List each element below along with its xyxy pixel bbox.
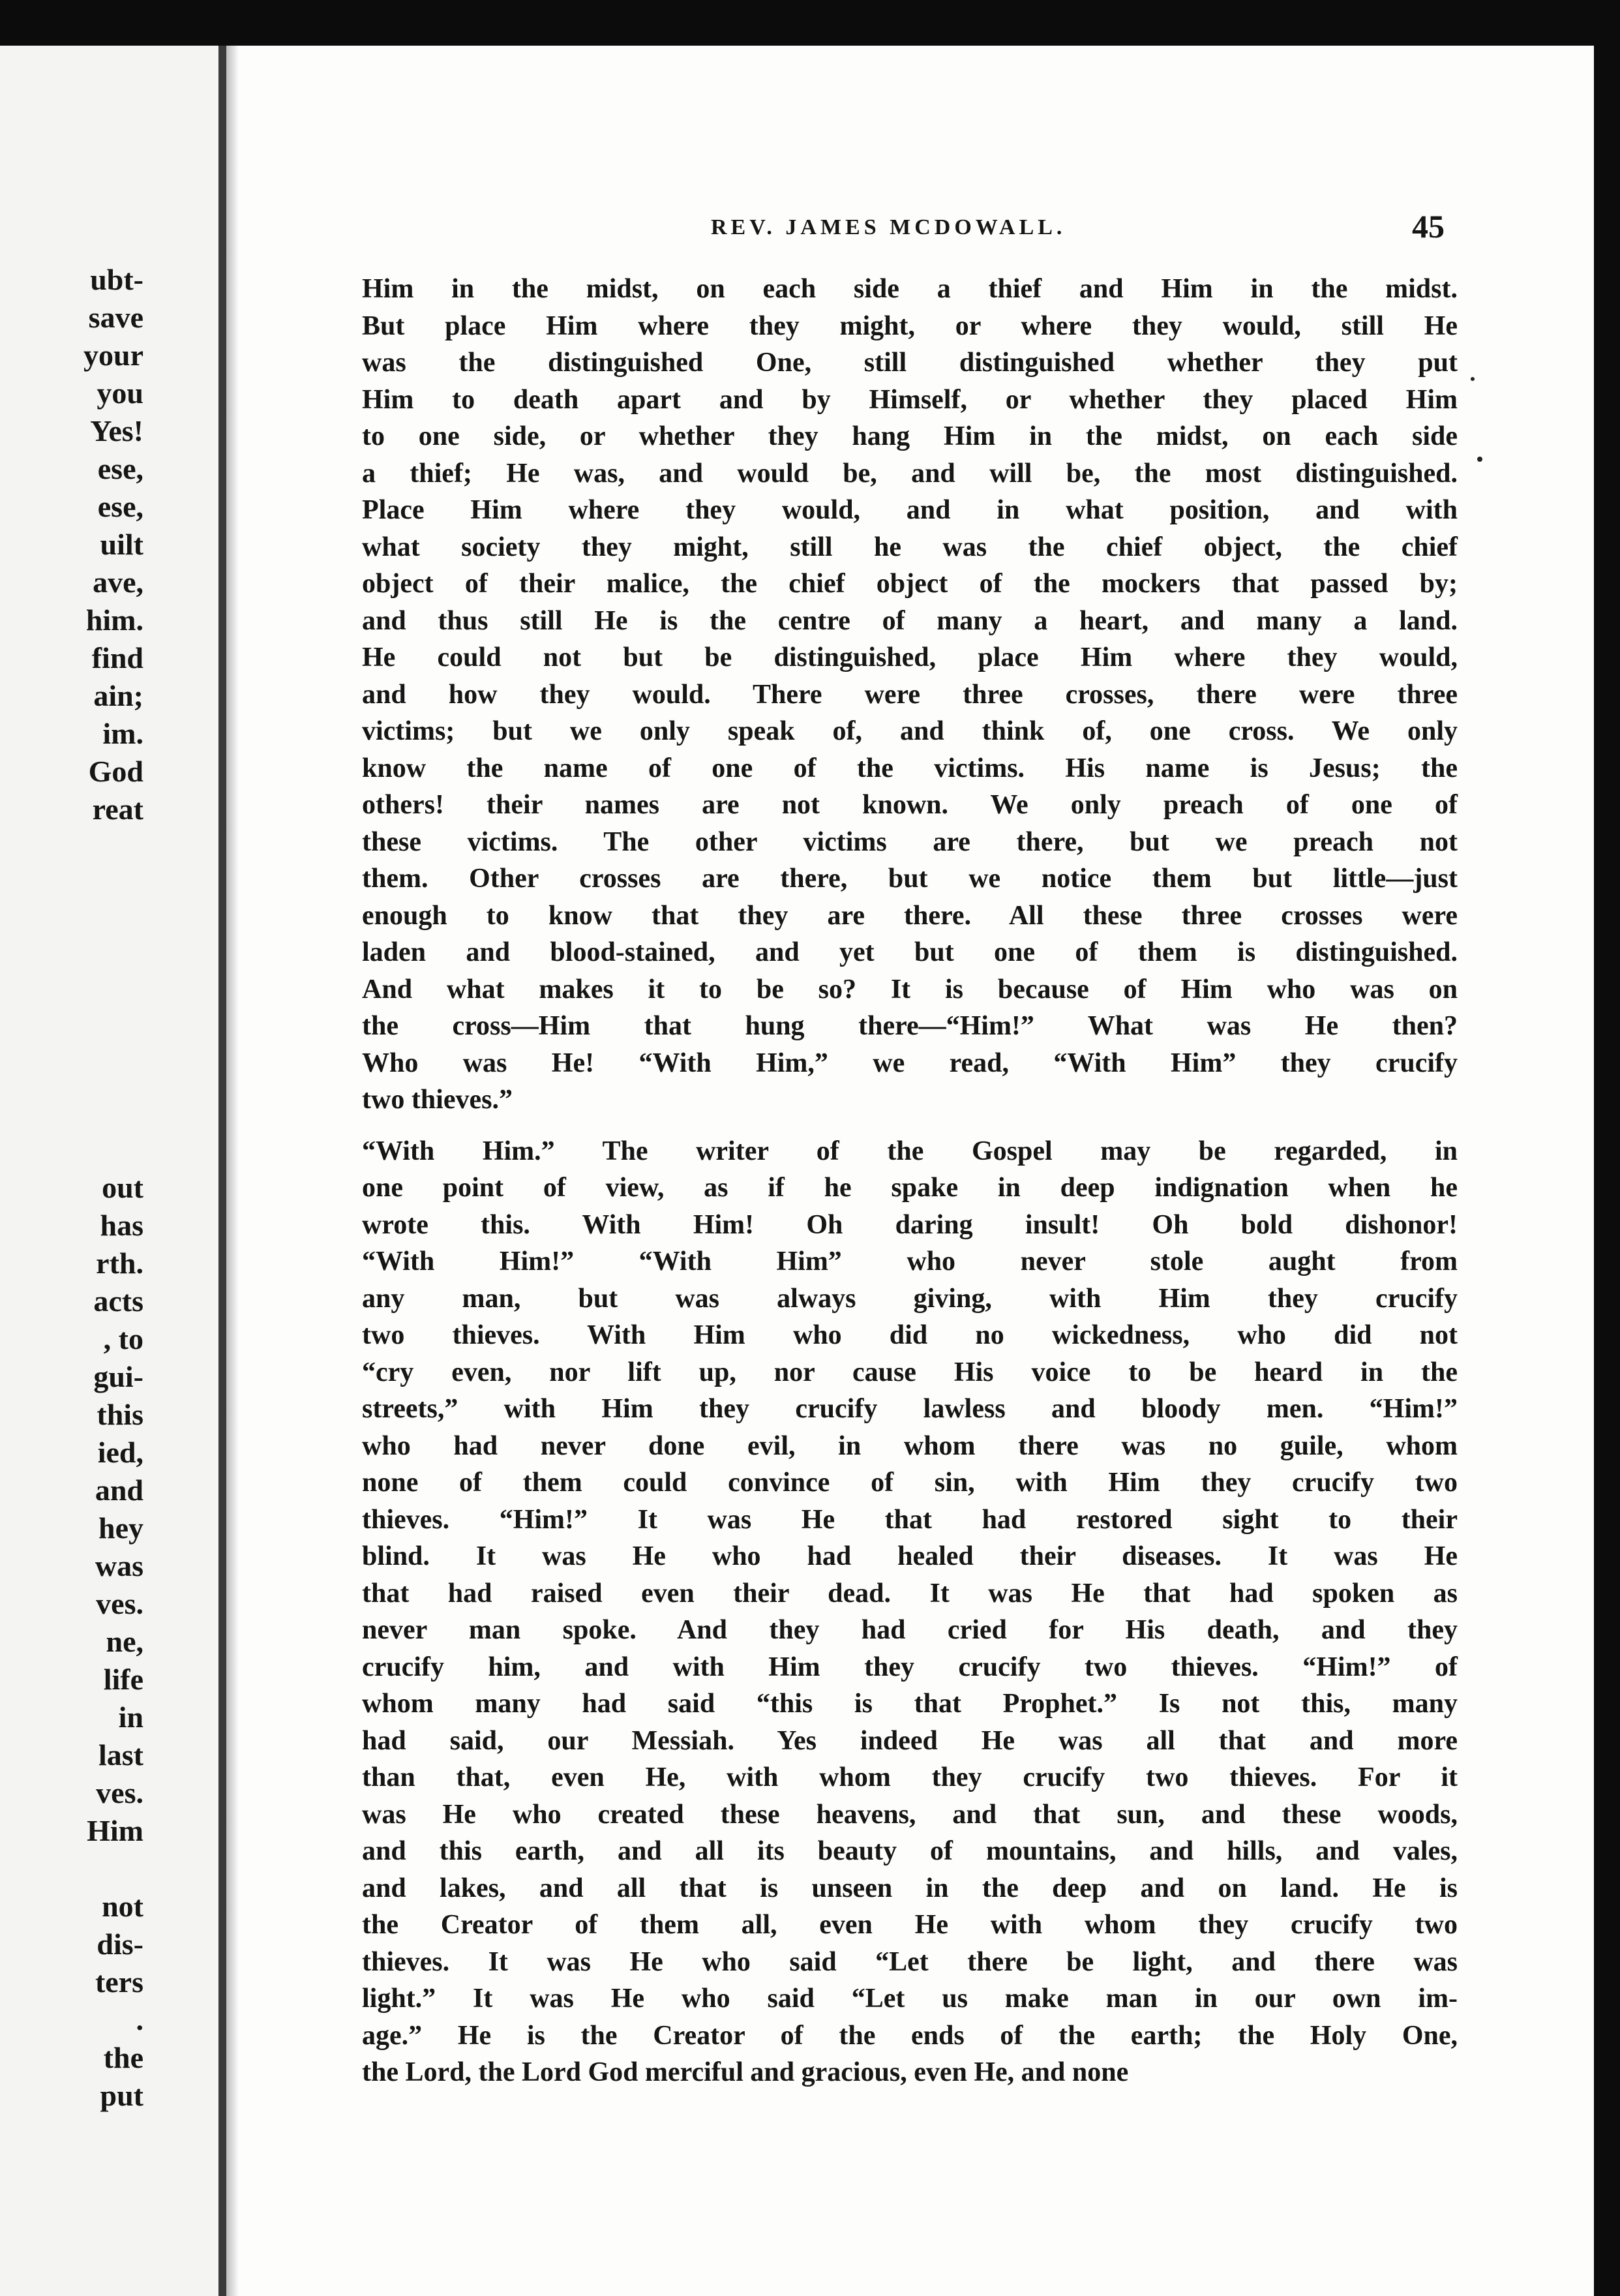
text-line: “With Him.” The writer of the Gospel may be regarded, in [362,1136,1458,1166]
facing-page-fragment: in [118,1700,143,1734]
text-line: who had never done evil, in whom there was no guile, whom [362,1430,1458,1461]
text-line: know the name of one of the victims. His name is Jesus; the [362,753,1458,783]
facing-page-fragment: save [88,301,143,334]
text-line: light.” It was He who said “Let us make man in our own im- [362,1984,1458,2014]
facing-page-fragment: ves. [96,1587,143,1620]
facing-page-fragment: ese, [97,452,143,485]
facing-page-fragment: God [88,755,143,788]
text-line: blind. It was He who had healed their diseases. It was He [362,1541,1458,1571]
text-line: that had raised even their dead. It was He that had spoken as [362,1578,1458,1609]
text-line: never man spoke. And they had cried for His death, and they [362,1615,1458,1645]
text-line: object of their malice, the chief object of the mockers that passed by; [362,569,1458,599]
paragraph [362,271,1458,1119]
facing-page-fragment: ters [95,1965,143,1999]
text-line: and thus still He is the centre of many a heart, and many a land. [362,605,1458,636]
text-line: age.” He is the Creator of the ends of the earth; the Holy One, [362,2020,1458,2051]
facing-page-fragment [0,980,143,1018]
facing-page-fragment [0,1055,143,1093]
text-line: was He who created these heavens, and that sun, and these woods, [362,1799,1458,1830]
book-gutter [218,46,226,2296]
text-line: “cry even, nor lift up, nor cause His voice to be heard in the [362,1357,1458,1387]
text-line: two thieves.” [362,1085,513,1115]
facing-page-fragment: last [98,1738,143,1772]
facing-page-text-fragments [0,261,143,2115]
text-line: none of them could convince of sin, with Him they crucify two [362,1468,1458,1498]
text-line: one point of view, as if he spake in deep indignation when he [362,1173,1458,1203]
text-line: Place Him where they would, and in what position, and with [362,495,1458,525]
facing-page-fragment: rth. [96,1246,143,1280]
text-line: a thief; He was, and would be, and will be, the most distinguished. [362,458,1458,489]
facing-page-fragment: out [102,1171,143,1204]
facing-page-fragment: this [97,1398,143,1431]
facing-page-fragment: ave, [93,566,143,599]
text-line: and how they would. There were three crosses, there were three [362,679,1458,710]
text-line: and this earth, and all its beauty of mountains, and hills, and vales, [362,1836,1458,1866]
paragraph-gap [362,1119,1458,1133]
facing-page-fragment: and [95,1473,143,1507]
text-line: “With Him!” “With Him” who never stole aught from [362,1246,1458,1276]
facing-page-fragment: put [100,2079,143,2112]
text-line: laden and blood-stained, and yet but one of them is distinguished. [362,937,1458,967]
scan-speck [1471,377,1475,381]
running-head: REV. JAMES MCDOWALL. [711,215,1066,239]
text-line: And what makes it to be so? It is because of Him who was on [362,974,1458,1004]
facing-page-fragment: ubt- [90,263,143,296]
scan-border-right [1594,0,1620,2296]
text-line: wrote this. With Him! Oh daring insult! Oh bold dishonor! [362,1209,1458,1240]
facing-page-fragment [0,942,143,980]
text-line: and lakes, and all that is unseen in the deep and on land. He is [362,1873,1458,1903]
facing-page-fragment: reat [92,793,143,826]
text-line: enough to know that they are there. All these three crosses were [362,900,1458,931]
facing-page-fragment: gui- [93,1360,143,1393]
scan-border-top [0,0,1620,46]
text-line: He could not but be distinguished, place Him where they would, [362,642,1458,672]
text-line: than that, even He, with whom they crucify two thieves. For it [362,1762,1458,1792]
facing-page-fragment [0,866,143,904]
text-line: But place Him where they might, or where they would, still He [362,310,1458,341]
facing-page-fragment: im. [102,717,143,750]
facing-page-fragment: ese, [97,490,143,523]
text-line: what society they might, still he was the chief object, the chief [362,532,1458,562]
facing-page-fragment: Yes! [90,414,143,447]
text-line: was the distinguished One, still distinguished whether they put [362,348,1458,378]
text-line: Who was He! “With Him,” we read, “With Him” they crucify [362,1048,1458,1078]
facing-page-fragment: not [102,1890,143,1923]
facing-page-fragment: . [136,2003,143,2036]
text-line: two thieves. With Him who did no wickedness, who did not [362,1320,1458,1350]
facing-page-fragment [0,1850,143,1888]
text-line: thieves. “Him!” It was He that had restored sight to their [362,1504,1458,1535]
facing-page-fragment: ain; [93,679,143,712]
text-line: these victims. The other victims are there, but we preach not [362,826,1458,857]
facing-page-fragment: you [97,376,143,410]
facing-page-fragment: , to [103,1322,143,1355]
facing-page-fragment: has [100,1209,143,1242]
text-line: streets,” with Him they crucify lawless and bloody men. “Him!” [362,1394,1458,1424]
text-line: to one side, or whether they hang Him in the midst, on each side [362,421,1458,451]
facing-page-fragment: find [91,641,143,674]
text-line: Him in the midst, on each side a thief and Him in the midst. [362,274,1458,304]
text-line: thieves. It was He who said “Let there be light, and there was [362,1946,1458,1977]
gutter-shadow [226,46,239,2296]
text-line: the Lord, the Lord God merciful and gracious, even He, and none [362,2057,1129,2087]
facing-page-fragment: your [83,339,143,372]
facing-page-fragment: the [103,2041,143,2074]
text-line: crucify him, and with Him they crucify two thieves. “Him!” of [362,1652,1458,1682]
page-number: 45 [1412,208,1445,245]
text-line: others! their names are not known. We only preach of one of [362,790,1458,820]
text-line: victims; but we only speak of, and think of, one cross. We only [362,716,1458,746]
scan-speck [1477,457,1482,462]
facing-page-fragment: life [103,1663,143,1696]
facing-page-left [0,46,218,2296]
facing-page-fragment: hey [98,1511,143,1545]
text-line: any man, but was always giving, with Him they crucify [362,1283,1458,1314]
text-line: them. Other crosses are there, but we notice them but little—just [362,864,1458,894]
facing-page-fragment: Him [87,1814,143,1847]
text-line: the cross—Him that hung there—“Him!” What was He then? [362,1011,1458,1041]
facing-page-fragment [0,1018,143,1055]
facing-page-fragment: uilt [100,528,143,561]
facing-page-fragment [0,828,143,866]
facing-page-fragment: was [95,1549,143,1582]
text-line: whom many had said “this is that Prophet.” Is not this, many [362,1689,1458,1719]
facing-page-fragment: ves. [96,1776,143,1809]
facing-page-fragment [0,1131,143,1169]
text-line: had said, our Messiah. Yes indeed He was all that and more [362,1725,1458,1756]
facing-page-fragment: dis- [97,1927,143,1961]
text-line: the Creator of them all, even He with whom they crucify two [362,1910,1458,1940]
facing-page-fragment: acts [93,1284,143,1318]
body-text [362,271,1458,2091]
facing-page-fragment: ne, [106,1625,143,1658]
facing-page-fragment: him. [85,603,143,637]
facing-page-fragment: ied, [97,1436,143,1469]
paragraph [362,1133,1458,2091]
text-line: Him to death apart and by Himself, or whether they placed Him [362,384,1458,415]
facing-page-fragment [0,904,143,942]
facing-page-fragment [0,1093,143,1131]
